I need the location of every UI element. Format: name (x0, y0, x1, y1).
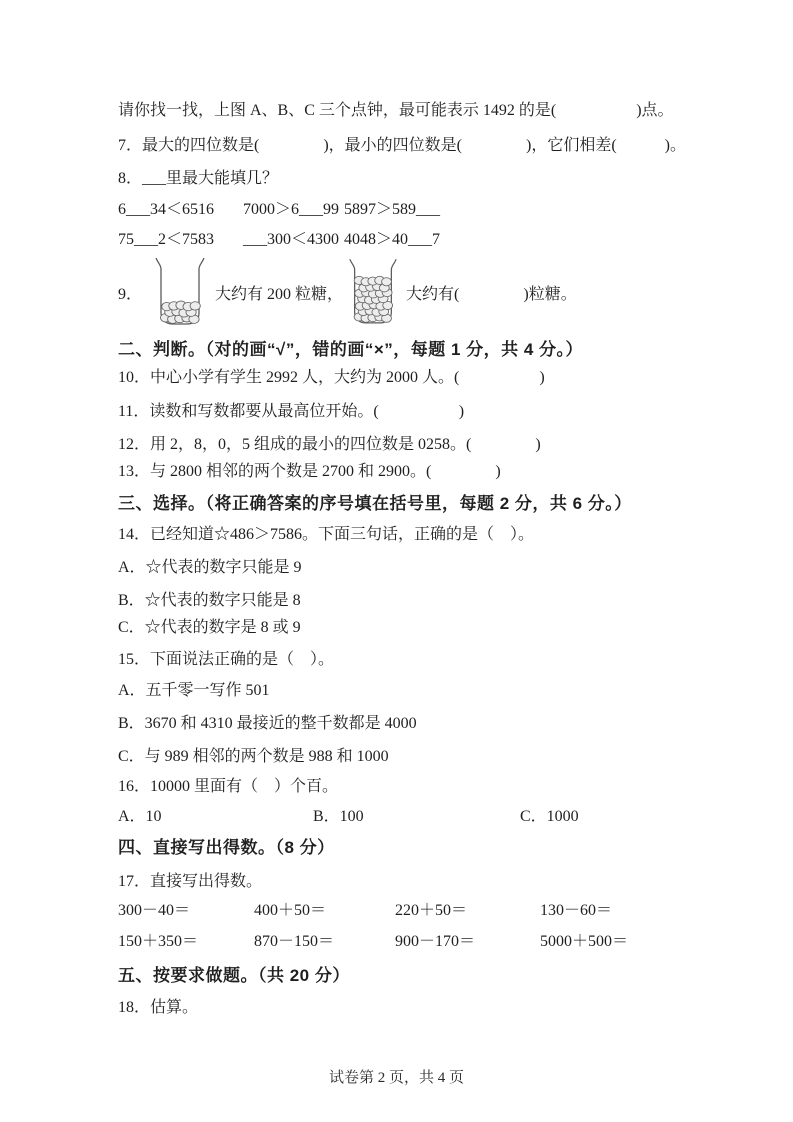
candies-high (354, 276, 392, 322)
calc-item: 870－150＝ (254, 933, 335, 950)
question-14-option-a: A．☆代表的数字只能是 9 (118, 559, 302, 576)
compare-item: 4048＞40___7 (344, 231, 441, 248)
compare-item: 5897＞589___ (344, 201, 441, 218)
calc-item: 220＋50＝ (395, 902, 468, 919)
candies-low (161, 301, 201, 323)
calc-item: 300－40＝ (118, 902, 191, 919)
question-9-number: 9． (118, 285, 143, 303)
option-item: A．10 (118, 808, 162, 825)
compare-item: 75___2＜7583 (118, 231, 215, 248)
question-15-option-b: B．3670 和 4310 最接近的整千数都是 4000 (118, 715, 417, 732)
beaker-many-candies-icon (345, 255, 401, 329)
question-18: 18．估算。 (118, 999, 199, 1016)
question-17-row-2 (118, 931, 693, 953)
calc-item: 5000＋500＝ (540, 933, 629, 950)
calc-item: 130－60＝ (540, 902, 613, 919)
question-17-row-1 (118, 900, 693, 922)
question-16-options-row (118, 806, 678, 828)
question-16-stem: 16．10000 里面有（ ）个百。 (118, 778, 339, 795)
question6-continuation-line: 请你找一找，上图 A、B、C 三个点钟，最可能表示 1492 的是( )点。 (118, 102, 674, 119)
question-15-option-a: A．五千零一写作 501 (118, 682, 270, 699)
calc-item: 400＋50＝ (254, 902, 327, 919)
section-4-heading: 四、直接写出得数。（8 分） (118, 838, 335, 857)
calc-item: 150＋350＝ (118, 933, 199, 950)
compare-item: ___300＜4300 (243, 231, 340, 248)
question-13: 13．与 2800 相邻的两个数是 2700 和 2900。( ) (118, 463, 501, 480)
question-14-stem: 14．已经知道☆486＞7586。下面三句话，正确的是（ ）。 (118, 526, 535, 543)
question-8-compare-row-2 (118, 229, 678, 251)
question-11: 11．读数和写数都要从最高位开始。( ) (118, 403, 465, 420)
page-footer: 试卷第 2 页，共 4 页 (328, 1070, 464, 1086)
option-item: B．100 (313, 808, 364, 825)
question-8-compare-row-1 (118, 199, 678, 221)
question-9-text-2: 大约有( )粒糖。 (406, 285, 577, 303)
calc-item: 900－170＝ (395, 933, 476, 950)
question-15-stem: 15．下面说法正确的是（ ）。 (118, 651, 335, 668)
section-2-heading: 二、判断。（对的画“√”，错的画“×”，每题 1 分，共 4 分。） (118, 340, 584, 359)
section-5-heading: 五、按要求做题。（共 20 分） (118, 966, 350, 985)
question-14-option-c: C．☆代表的数字是 8 或 9 (118, 619, 301, 636)
question-17-stem: 17．直接写出得数。 (118, 873, 263, 890)
option-item: C．1000 (520, 808, 579, 825)
compare-item: 6___34＜6516 (118, 201, 215, 218)
compare-item: 7000＞6___99 (243, 201, 340, 218)
question-10: 10．中心小学有学生 2992 人，大约为 2000 人。( ) (118, 369, 545, 386)
beaker-few-candies-icon (151, 255, 209, 329)
question-14-option-b: B．☆代表的数字只能是 8 (118, 592, 301, 609)
question-7: 7．最大的四位数是( )，最小的四位数是( )，它们相差( )。 (118, 137, 686, 154)
question-12: 12．用 2，8，0，5 组成的最小的四位数是 0258。( ) (118, 436, 541, 453)
question-9 (118, 252, 577, 332)
question-15-option-c: C．与 989 相邻的两个数是 988 和 1000 (118, 748, 389, 765)
question-8-stem: 8．___里最大能填几？ (118, 170, 279, 187)
question-9-text-1: 大约有 200 粒糖， (215, 285, 344, 303)
section-3-heading: 三、选择。（将正确答案的序号填在括号里，每题 2 分，共 6 分。） (118, 494, 632, 513)
